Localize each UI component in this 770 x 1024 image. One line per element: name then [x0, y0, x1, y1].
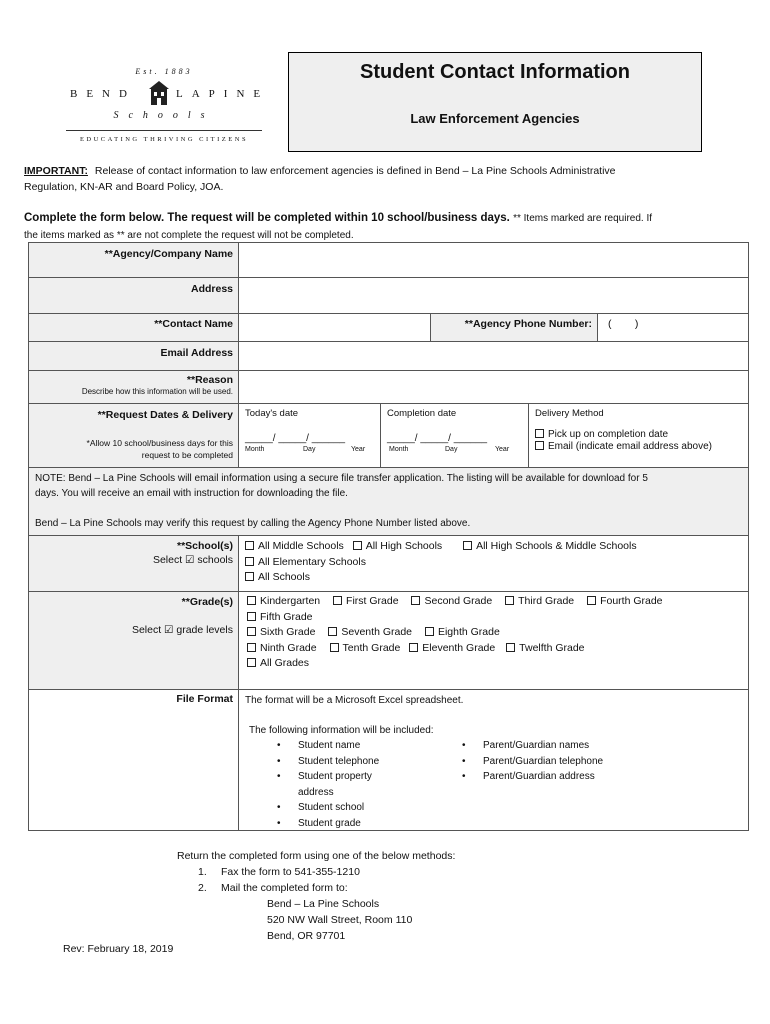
school-opt-high-middle[interactable] [463, 540, 637, 552]
address-line-1: Bend – La Pine Schools [267, 898, 380, 910]
format-label-cell [28, 689, 239, 831]
method-1: Fax the form to 541-355-1210 [221, 866, 360, 878]
schools-select: Select ☑ schools [152, 554, 233, 566]
agency-input[interactable] [238, 242, 749, 278]
address-line-2: 520 NW Wall Street, Room 110 [267, 914, 413, 926]
grade-opt[interactable] [505, 595, 574, 607]
grade-opt-label: Seventh Grade [341, 626, 413, 638]
agency-label: **Agency/Company Name [28, 242, 239, 278]
info-item-cont: address [298, 786, 334, 798]
school-checkbox[interactable] [245, 557, 254, 566]
dates-note-1: *Allow 10 school/business days for this [86, 438, 233, 448]
important-text: Release of contact information to law enforcement agencies is defined in Bend – La Pine Schools Administrative [94, 165, 616, 177]
grade-opt[interactable] [409, 642, 495, 654]
completion-year: Year [495, 446, 510, 453]
grade-opt[interactable] [587, 595, 662, 607]
method-2-num: 2. [198, 882, 207, 894]
info-item: • Student telephone [298, 754, 418, 770]
revision-date: Rev: February 18, 2019 [63, 943, 174, 955]
info-item: • Student name [298, 738, 418, 754]
instructions-normal: ** Items marked are required. If [513, 213, 653, 224]
grade-opt-label: Second Grade [424, 595, 493, 607]
important-notice [24, 163, 744, 195]
email-label: Email Address [28, 341, 239, 371]
grade-opt-label: Fourth Grade [600, 595, 663, 607]
grade-checkbox[interactable] [409, 643, 418, 652]
instructions-bold: Complete the form below. The request will be completed within 10 school/business days. [24, 212, 510, 224]
pickup-option[interactable] [535, 429, 742, 440]
important-label: IMPORTANT: [24, 165, 88, 177]
grades-label-cell [28, 591, 239, 690]
grade-opt[interactable] [247, 656, 740, 672]
method-1-num: 1. [198, 866, 207, 878]
today-label: Today's date [245, 408, 299, 419]
grade-opt[interactable] [506, 642, 584, 654]
format-text: The format will be a Microsoft Excel spreadsheet. [245, 695, 464, 706]
grades-select: Select ☑ grade levels [131, 624, 233, 636]
reason-input[interactable] [238, 370, 749, 404]
title-box [288, 52, 702, 152]
method-2: Mail the completed form to: [221, 882, 348, 894]
grade-opt[interactable] [328, 626, 412, 638]
grades-options [238, 591, 749, 690]
info-item: • Parent/Guardian names [483, 738, 683, 754]
school-opt-elementary[interactable] [245, 555, 742, 571]
school-opt-label: All Elementary Schools [258, 555, 366, 568]
logo-tagline: EDUCATING THRIVING CITIZENS [79, 136, 249, 143]
page-title: Student Contact Information [360, 61, 630, 83]
grade-opt-label: Ninth Grade [260, 641, 317, 654]
email-option-label: Email (indicate email address above) [548, 441, 712, 452]
email-input[interactable] [238, 341, 749, 371]
info-item: • Parent/Guardian address [483, 769, 683, 785]
dates-label: **Request Dates & Delivery [97, 409, 233, 421]
instructions [24, 212, 764, 224]
pickup-checkbox[interactable] [535, 429, 544, 438]
grade-checkbox[interactable] [247, 658, 256, 667]
pickup-label: Pick up on completion date [548, 429, 669, 440]
page-subtitle: Law Enforcement Agencies [410, 111, 580, 126]
important-text-2: Regulation, KN-AR and Board Policy, JOA. [24, 181, 224, 193]
school-opt-high[interactable] [353, 540, 442, 552]
address-line-3: Bend, OR 97701 [267, 930, 346, 942]
completion-blanks: _____/ _____/ ______ [387, 433, 488, 444]
format-cell [238, 689, 749, 831]
return-methods [177, 848, 455, 944]
district-logo [62, 64, 270, 150]
today-day: Day [303, 446, 316, 453]
school-checkbox[interactable] [245, 541, 254, 550]
info-item: • Student grade [298, 816, 418, 832]
address-input[interactable] [238, 277, 749, 314]
logo-bend: BEND [70, 88, 136, 100]
info-list-left [298, 738, 418, 831]
phone-label: **Agency Phone Number: [430, 313, 598, 342]
grade-opt-label: Twelfth Grade [519, 641, 585, 654]
grade-opt-label: All Grades [260, 657, 310, 669]
grade-checkbox[interactable] [247, 627, 256, 636]
grade-opt-label: Third Grade [518, 595, 575, 607]
today-blanks: _____/ _____/ ______ [245, 433, 346, 444]
info-list-right [483, 738, 683, 785]
today-year: Year [351, 446, 366, 453]
logo-rule [66, 130, 262, 131]
grade-checkbox[interactable] [425, 627, 434, 636]
logo-lapine: LAPINE [176, 88, 270, 100]
grade-opt-label: Sixth Grade [260, 626, 316, 638]
schools-label-cell [28, 535, 239, 592]
grade-opt[interactable] [247, 626, 315, 638]
reason-sub: Describe how this information will be used. [81, 387, 233, 396]
included-text: The following information will be included: [249, 724, 434, 736]
note-line-2: days. You will receive an email with instruction for downloading the file. [35, 488, 348, 499]
grade-checkbox[interactable] [506, 643, 515, 652]
completion-day: Day [445, 446, 458, 453]
return-intro: Return the completed form using one of the below methods: [177, 850, 456, 862]
reason-label: **Reason [186, 374, 233, 386]
delivery-cell [528, 403, 749, 468]
grade-opt-label: Tenth Grade [342, 641, 401, 654]
completion-month: Month [389, 446, 409, 453]
grades-label: **Grade(s) [181, 596, 233, 608]
school-opt-label: All High Schools [365, 540, 443, 552]
grade-opt[interactable] [247, 642, 317, 654]
grade-checkbox[interactable] [333, 596, 342, 605]
info-item: • Student property [298, 769, 418, 785]
grade-checkbox[interactable] [247, 643, 256, 652]
schools-options [238, 535, 749, 592]
school-checkbox[interactable] [245, 572, 254, 581]
contact-label: **Contact Name [28, 313, 239, 342]
school-opt-label: All High Schools & Middle Schools [476, 540, 637, 552]
contact-input[interactable] [238, 313, 431, 342]
grade-opt-label: Fifth Grade [260, 610, 313, 623]
logo-schools: Schools [113, 110, 215, 121]
format-label: File Format [176, 693, 233, 705]
note-cell [28, 467, 749, 536]
schools-label: **School(s) [176, 540, 233, 552]
grade-opt-label: First Grade [346, 595, 399, 607]
phone-value: ( ) [608, 318, 639, 330]
school-opt-label: All Middle Schools [258, 540, 344, 552]
dates-note-2: request to be completed [141, 450, 233, 460]
logo-est: Est. 1883 [135, 67, 193, 76]
today-date-cell[interactable] [238, 403, 381, 468]
school-checkbox[interactable] [353, 541, 362, 550]
email-option[interactable] [535, 441, 742, 452]
school-opt-all[interactable] [245, 570, 742, 586]
grade-opt[interactable] [247, 595, 320, 607]
grade-opt[interactable] [333, 595, 399, 607]
grade-opt[interactable] [247, 610, 740, 626]
completion-label: Completion date [387, 408, 457, 419]
school-checkbox[interactable] [463, 541, 472, 550]
grade-checkbox[interactable] [330, 643, 339, 652]
grade-opt[interactable] [425, 626, 500, 638]
reason-label-cell [28, 370, 239, 404]
grade-opt[interactable] [411, 595, 492, 607]
grade-opt-label: Eighth Grade [437, 626, 500, 638]
grade-opt[interactable] [330, 642, 401, 654]
school-opt-label: All Schools [258, 571, 310, 583]
email-checkbox[interactable] [535, 441, 544, 450]
completion-date-cell[interactable] [380, 403, 529, 468]
info-item: • Parent/Guardian telephone [483, 754, 683, 770]
info-item: • Student school [298, 800, 418, 816]
school-opt-middle[interactable] [245, 540, 344, 552]
dates-label-cell [28, 403, 239, 468]
note-line-1: NOTE: Bend – La Pine Schools will email information using a secure file transfer application. The listing will be available for download for 5 [35, 473, 648, 484]
grade-checkbox[interactable] [247, 612, 256, 621]
today-month: Month [245, 446, 265, 453]
grade-opt-label: Eleventh Grade [422, 641, 496, 654]
grade-checkbox[interactable] [247, 596, 256, 605]
grade-opt-label: Kindergarten [260, 595, 321, 607]
note-line-3: Bend – La Pine Schools may verify this request by calling the Agency Phone Number listed above. [35, 518, 471, 529]
phone-input[interactable] [597, 313, 749, 342]
grade-checkbox[interactable] [411, 596, 420, 605]
address-label: Address [28, 277, 239, 314]
grade-checkbox[interactable] [328, 627, 337, 636]
grade-checkbox[interactable] [505, 596, 514, 605]
schoolhouse-icon [148, 81, 170, 105]
instructions-line2: the items marked as ** are not complete the request will not be completed. [24, 230, 354, 241]
delivery-label: Delivery Method [535, 408, 604, 419]
grade-checkbox[interactable] [587, 596, 596, 605]
